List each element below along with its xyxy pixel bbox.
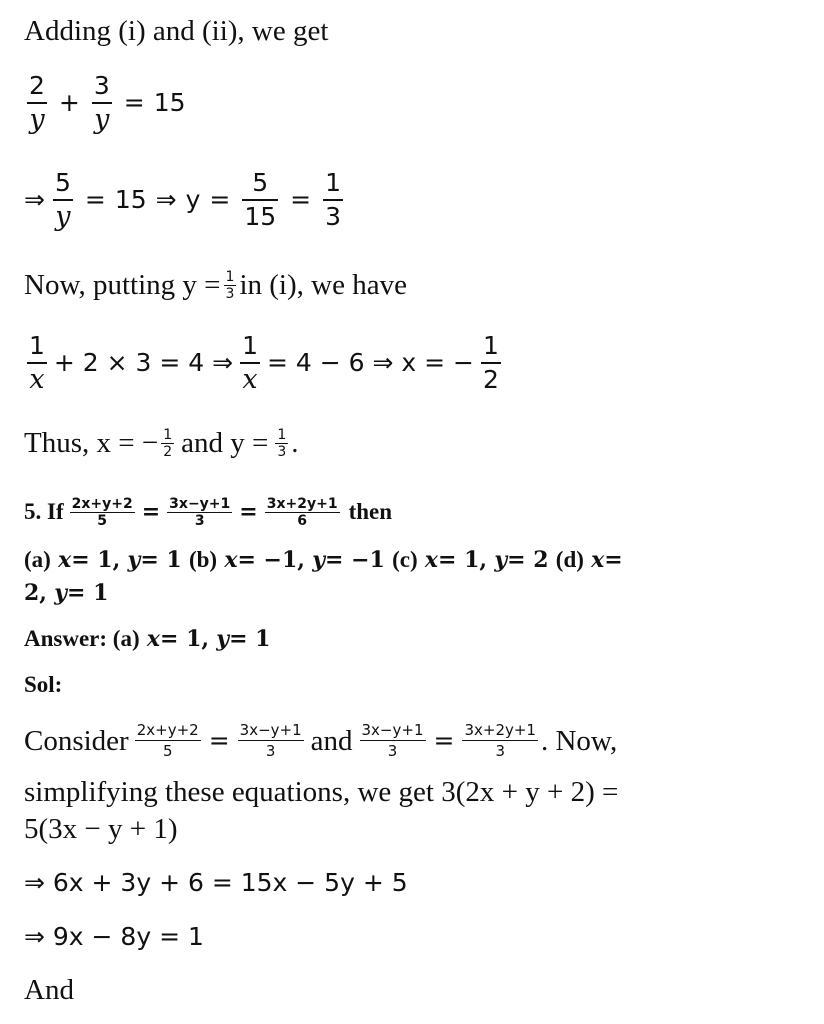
- fraction-1-over-2: 1 2: [482, 331, 499, 394]
- fraction-small-1-over-2: 1 2: [163, 426, 173, 460]
- adding-text: Adding (i) and (ii), we get: [24, 15, 329, 47]
- option-c: (c) x = 1, y = 2: [392, 547, 549, 573]
- fraction-5-over-15: 5 15: [244, 168, 277, 231]
- q5-fraction-2: 3x−y+1 3: [169, 495, 231, 529]
- cons-fraction-4: 3x+2y+1 3: [464, 721, 536, 760]
- option-a: (a) x = 1, y = 1: [24, 547, 182, 573]
- fraction-3-over-y: 3 y: [93, 71, 110, 135]
- text-now-putting: Now, putting y = 1 3 in (i), we have: [24, 268, 407, 302]
- sol-label: Sol:: [24, 672, 63, 697]
- fraction-2-over-y: 2 y: [29, 71, 45, 135]
- fraction-1-over-3: 1 3: [325, 168, 341, 231]
- text-and: And: [24, 974, 74, 1006]
- simplifying-line: simplifying these equations, we get 3(2x + y + 2) =: [24, 776, 619, 808]
- fraction-5-over-y: 5 y: [54, 168, 71, 232]
- equation-solve-y: ⇒ 5 y = 15 ⇒ y = 5 15 = 1 3: [24, 168, 341, 232]
- equation-result: ⇒ 9x − 8y = 1: [24, 922, 204, 951]
- options-row-1: [24, 543, 623, 577]
- simplifying-line-2: 5(3x − y + 1): [24, 813, 178, 845]
- fraction-small-1-over-3: 1 3: [225, 268, 235, 302]
- option-b: (b) x = −1, y = −1: [188, 547, 385, 573]
- equation-solve-x: 1 x + 2 × 3 = 4 ⇒ 1 x = 4 − 6 ⇒ x = − 1 2: [29, 331, 499, 395]
- fraction-small-1-over-3-b: 1 3: [277, 426, 287, 460]
- answer-line: Answer: (a) x = 1, y = 1: [24, 626, 271, 652]
- options-row-2: 2, y = 1: [24, 580, 109, 606]
- q5-fraction-3: 3x+2y+1 6: [266, 495, 338, 529]
- q5-fraction-1: 2x+y+2 5: [71, 495, 133, 529]
- option-d: (d) x =: [555, 547, 623, 573]
- equation-sum: 2 y + 3 y = 15: [29, 71, 186, 135]
- cons-fraction-2: 3x−y+1 3: [239, 721, 302, 760]
- cons-fraction-3: 3x−y+1 3: [361, 721, 424, 760]
- fraction-1-over-x-2: 1 x: [242, 331, 258, 395]
- text-adding: [24, 14, 328, 48]
- question-5: 5. If 2x+y+2 5 = 3x−y+1 3 = 3x+2y+1 6 then: [24, 495, 393, 529]
- consider-line: Consider 2x+y+2 5 = 3x−y+1 3 and 3x−y+1 3 = 3x+2y+1 3 . Now,: [24, 721, 618, 760]
- equation-expanded: ⇒ 6x + 3y + 6 = 15x − 5y + 5: [24, 868, 408, 897]
- cons-fraction-1: 2x+y+2 5: [136, 721, 199, 760]
- text-thus: Thus, x = − 1 2 and y = 1 3 .: [24, 426, 299, 460]
- fraction-1-over-x: 1 x: [29, 331, 45, 395]
